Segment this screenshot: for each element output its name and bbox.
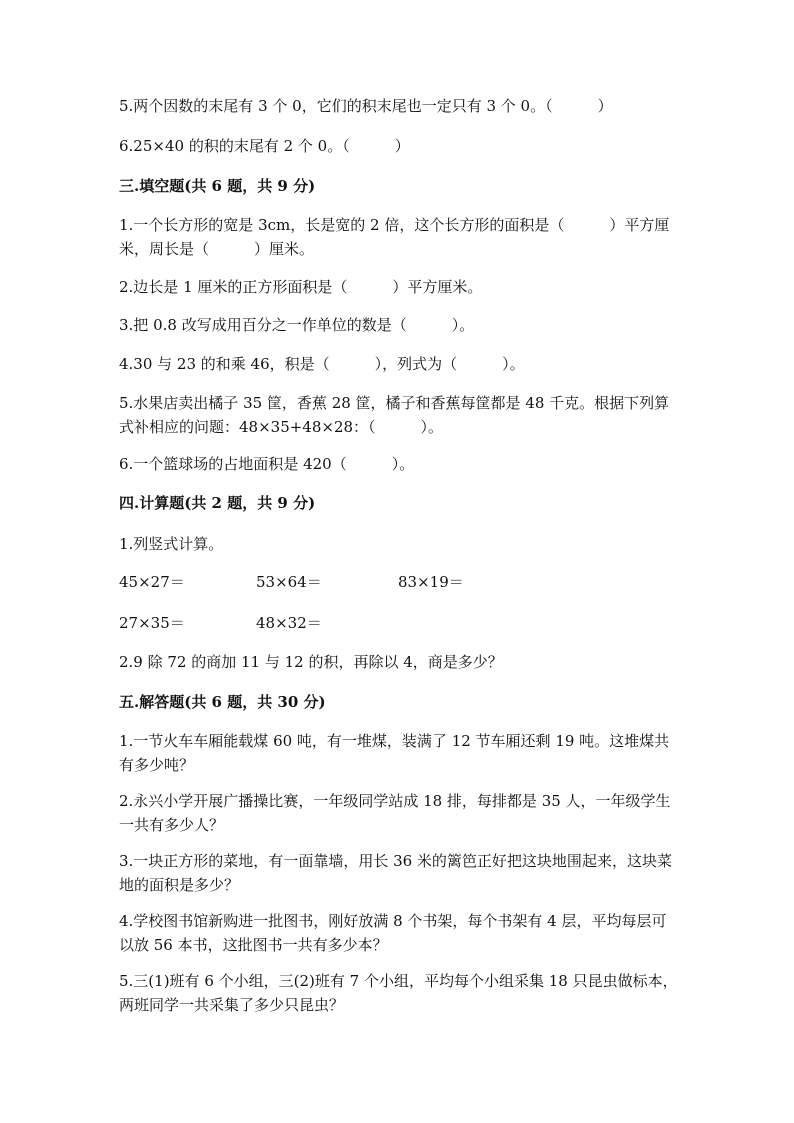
judgement-item-5: 5.两个因数的末尾有 3 个 0，它们的积末尾也一定只有 3 个 0。（ ） [119,97,613,115]
word-problem-2: 2.永兴小学开展广播操比赛，一年级同学站成 18 排，每排都是 35 人，一年级学生一共有多少人？ [119,792,671,834]
section-heading-calculation: 四.计算题(共 2 题，共 9 分) [119,494,316,512]
calculation-item-1: 1.列竖式计算。 [119,535,224,553]
fill-in-item-4: 4.30 与 23 的和乘 46，积是（ ），列式为（ ）。 [119,355,525,373]
fill-in-item-3: 3.把 0.8 改写成用百分之一作单位的数是（ ）。 [119,316,475,334]
vertical-calc-expression: 53×64＝ [256,573,322,591]
vertical-calc-expression: 48×32＝ [256,614,322,632]
calculation-item-2: 2.9 除 72 的商加 11 与 12 的积，再除以 4，商是多少？ [119,653,503,671]
fill-in-item-1: 1.一个长方形的宽是 3cm，长是宽的 2 倍，这个长方形的面积是（ ）平方厘米，周长是（ ）厘米。 [119,216,670,258]
word-problem-4: 4.学校图书馆新购进一批图书，刚好放满 8 个书架，每个书架有 4 层，平均每层可以放 56 本书，这批图书一共有多少本？ [119,912,667,954]
fill-in-item-6: 6.一个篮球场的占地面积是 420（ ）。 [119,455,415,473]
word-problem-3: 3.一块正方形的菜地，有一面靠墙，用长 36 米的篱笆正好把这块地围起来，这块菜地的面积是多少？ [119,852,672,894]
section-heading-fill-in: 三.填空题(共 6 题，共 9 分) [119,177,316,195]
fill-in-item-2: 2.边长是 1 厘米的正方形面积是（ ）平方厘米。 [119,278,483,296]
fill-in-item-5: 5.水果店卖出橘子 35 筐，香蕉 28 筐，橘子和香蕉每筐都是 48 千克。根据下列算式补相应的问题：48×35+48×28：（ ）。 [119,394,670,436]
vertical-calc-expression: 83×19＝ [398,573,464,591]
vertical-calc-expression: 27×35＝ [119,614,185,632]
judgement-item-6: 6.25×40 的积的末尾有 2 个 0。（ ） [119,137,410,155]
vertical-calc-expression: 45×27＝ [119,573,185,591]
word-problem-5: 5.三(1)班有 6 个小组，三(2)班有 7 个小组，平均每个小组采集 18 只昆虫做标本，两班同学一共采集了多少只昆虫？ [119,972,678,1014]
section-heading-word-problems: 五.解答题(共 6 题，共 30 分) [119,693,326,711]
word-problem-1: 1.一节火车车厢能载煤 60 吨，有一堆煤，装满了 12 节车厢还剩 19 吨。这堆煤共有多少吨？ [119,732,670,774]
